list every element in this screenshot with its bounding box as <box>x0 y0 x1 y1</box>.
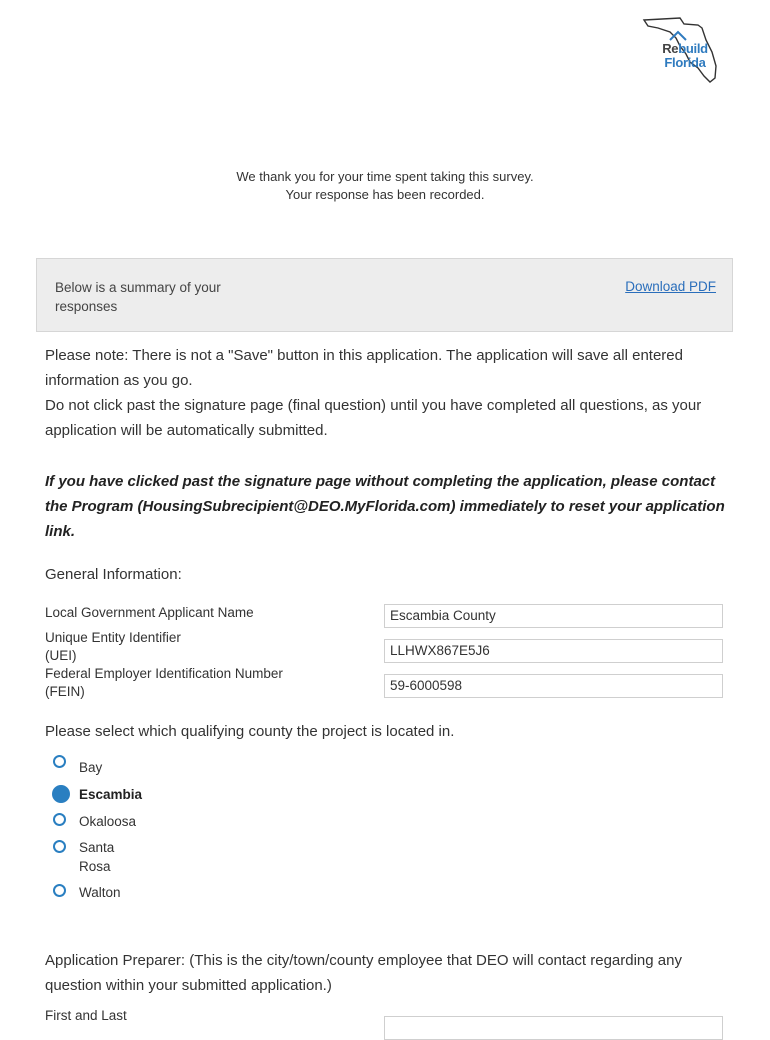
thank-you-message <box>0 168 770 204</box>
preparer-question: Application Preparer: (This is the city/town/county employee that DEO will contact regarding any question within your submitted application.) <box>45 952 682 994</box>
uei-input[interactable]: LLHWX867E5J6 <box>384 639 723 663</box>
fein-input[interactable]: 59-6000598 <box>384 674 723 698</box>
radio-unchecked-icon[interactable] <box>53 755 66 768</box>
download-pdf-link[interactable]: Download PDF <box>625 279 716 294</box>
first-last-input[interactable] <box>384 1016 723 1040</box>
reset-warning: If you have clicked past the signature page without completing the application, please contact the Program (HousingSubrecipient@DEO.MyFlorida.com) immediately to reset your application link. <box>45 473 725 540</box>
radio-label-walton: Walton <box>79 885 121 900</box>
thank-you-line-2: Your response has been recorded. <box>285 187 485 202</box>
radio-checked-icon[interactable] <box>52 785 70 803</box>
rebuild-florida-logo <box>640 14 720 86</box>
uei-label: Unique Entity Identifier (UEI) <box>45 630 181 663</box>
logo-word-re: Re <box>662 41 679 56</box>
save-note <box>45 343 735 443</box>
summary-box <box>36 258 733 332</box>
radio-label-bay: Bay <box>79 760 103 775</box>
logo-word-florida: Florida <box>664 55 706 70</box>
summary-text: Below is a summary of your responses <box>55 280 221 314</box>
first-last-label: First and Last <box>45 1008 127 1023</box>
radio-label-okaloosa: Okaloosa <box>79 814 137 829</box>
radio-unchecked-icon[interactable] <box>53 813 66 826</box>
applicant-name-label: Local Government Applicant Name <box>45 605 254 620</box>
save-note-line-2: Do not click past the signature page (final question) until you have completed all questions, as your application will be automatically submitted. <box>45 397 702 439</box>
thank-you-line-1: We thank you for your time spent taking this survey. <box>236 169 534 184</box>
save-note-line-1: Please note: There is not a "Save" button in this application. The application will save all entered information as you go. <box>45 347 683 389</box>
general-information-title: General Information: <box>45 566 182 583</box>
radio-label-santa-rosa: Santa Rosa <box>79 840 115 874</box>
fein-label: Federal Employer Identification Number (FEIN) <box>45 666 283 699</box>
applicant-name-input[interactable]: Escambia County <box>384 604 723 628</box>
radio-unchecked-icon[interactable] <box>53 884 66 897</box>
radio-unchecked-icon[interactable] <box>53 840 66 853</box>
county-question: Please select which qualifying county the project is located in. <box>45 723 455 740</box>
radio-label-escambia: Escambia <box>79 787 143 802</box>
logo-word-build: build <box>678 41 708 56</box>
